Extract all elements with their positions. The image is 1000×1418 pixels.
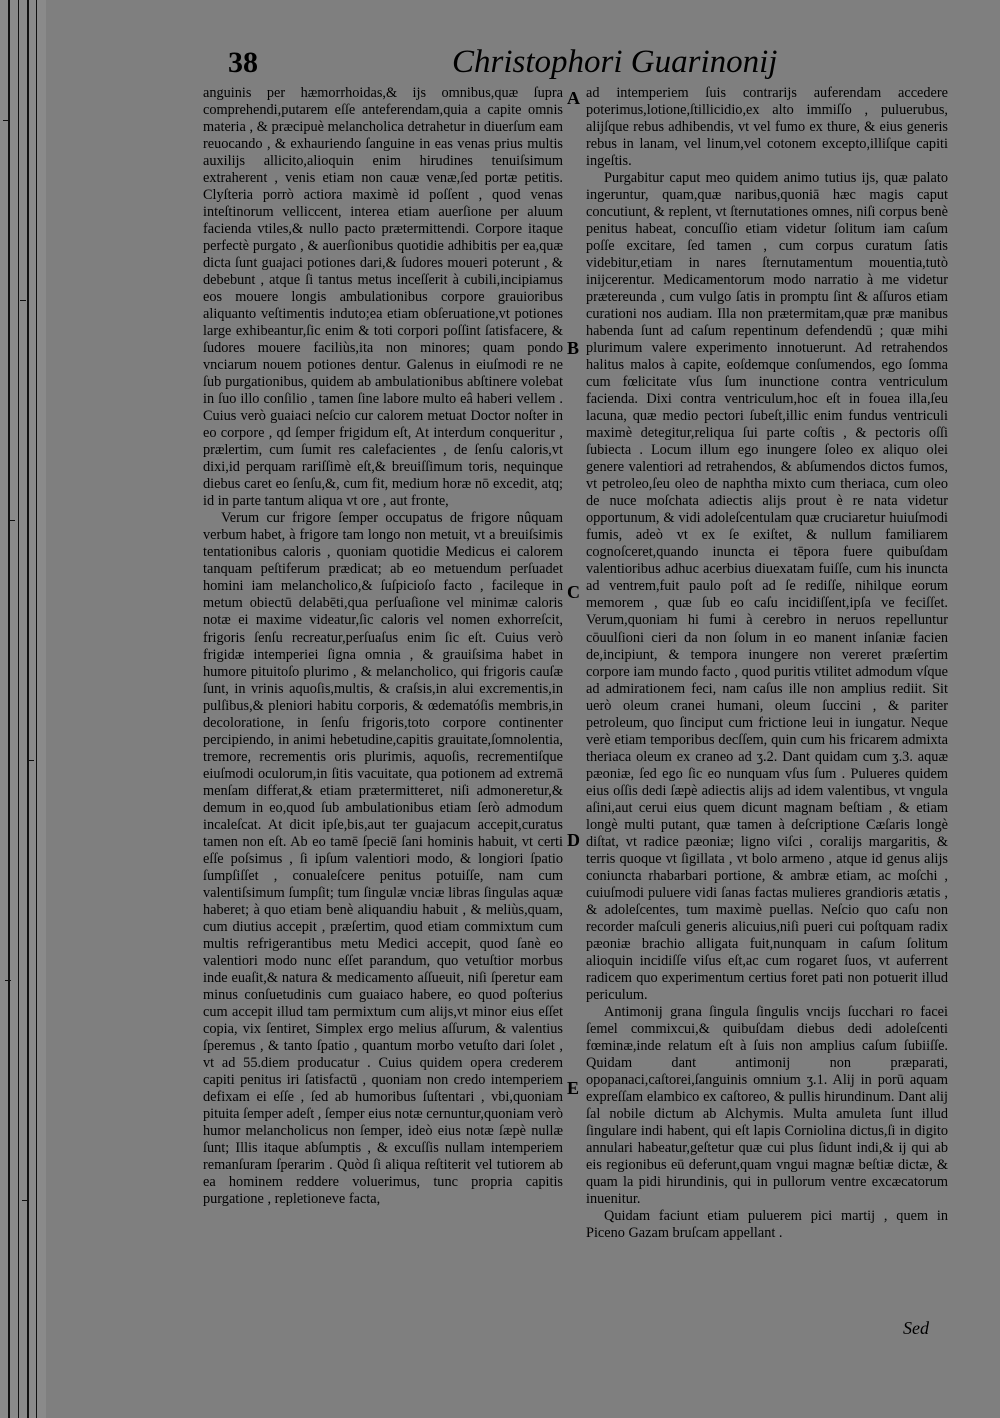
left-column: [203, 85, 563, 1325]
paragraph: Purgabitur caput meo quidem animo tutius ijs, quæ palato ingeruntur, quam,quæ naribus,quoniā hæc magis caput concutiunt, & replent, vt ſternutationes omnes, niſi corpus benè penitus habeat, concuſſio etiam videtur ſolitum iam caſum poſſe excitare, ſed tamen , cum corpus curatum ſatis videbitur,etiam in nares ſternutamentum mouentia,tutò inijcerentur. Medicamentorum modo narratio à me videtur prætereunda , cum vulgo ſatis in promptu ſint & aſſuros etiam curationi nos audiam. Illa non prætermitam,quæ præ manibus habenda ſunt ad caſum repentinum defendendū ; quæ mihi plurimum valere experimento innotuerunt. Ad retrahendos halitus malos à capite, eoſdemque conſumendos, ego ſomma cum fœlicitate vſus ſum inunctione contra ventriculum facienda. Dixi contra ventriculum,hoc eſt in fouea illa,ſeu lacuna, quæ medio pectori ſubeſt,illic enim fundus ventriculi maximè detegitur,reliqua ſui parte coſtis , & pectoris oſſi ſubiecta . Locum illum ego inungere ſoleo ex aliquo olei genere valentiori ad retrahendos, & abſumendos dictos fumos, vt petroleo,ſeu oleo de naphtha mixto cum theriaca, cum oleo de nuce moſchata adiectis alijs prout è re nata videtur opportunum, & vidi adoleſcentulam quæ cruciaretur huiuſmodi fumis, adeò vt ex ſe exiſtet, & nullum familiarem cognoſceret,quando inuncta ei tēpora fuere quibuſdam valentioribus adhuc acerbius diuexatam fuiſſe, cum his inuncta ad ventrem,fuit paulo poſt ad ſe rediſſe, nihilque eorum memorem , quæ ſub eo caſu incidiſſent,ipſa ve feciſſet. Verum,quoniam hi fumi à cerebro in neruos repelluntur cōuulſioni cieri da non ſolum in eo manent inſaniæ facien de,incipiunt, & tempora inungere non vereret præſertim corpore iam mundo facto , quod puritis vtilitet admodum vſque ad admirationem feci, nam caſus ille non amplius rediit. Sit uerò oleum cranei humani, oleum ſuccini , & pariter petroleum, quo ſinciput cum frictione leui in iungatur. Neque verè etiam temporibus decſſem, quin cum his fricarem admixta theriaca oleum ex craneo ad ʒ.2. Dant quidam cum ʒ.3. aquæ pæoniæ, ſed ego ſic eo nunquam vſus ſum . Pulueres quidem eius oſſis dedi ſæpè adiectis alijs ad idem valentibus, vt vngula aſini,aut cerui eius quem dicunt magnam beſtiam , & etiam longè multi putant, quæ tamen à deſcriptione Cæſaris longè diſtat, vt radice pæoniæ; ligno viſci , coralijs margaritis, & terris quoque vt ſigillata , vt bolo armeno , atque id genus alijs coniuncta rhabarbari portione, & ambræ etiam, ac moſchi , cuiuſmodi puluere vidi ſanas factas mulieres grandioris ætatis , & adoleſcentes, tum maximè puellas. Neſcio quo caſu non recorder maſculi generis alicuius,niſi pueri cui poſtquam radix pæoniæ brachio alligata fuit,nunquam in caſum ſolitum alioquin incidiſſe viſus eſt,ac cum rogaret ſuos, vt auferrent radicem quo experimentum certius foret pati non potuerit illud periculum.: [586, 170, 948, 1003]
paragraph: Verum cur frigore ſemper occupatus de frigore nûquam verbum habet, à frigore tam longo non metuit, vt a breuiſsimis tentationibus caloris , quoniam quotidie Medicus ei calorem tanquam peſtiferum prædicat; ab eo metuendum perſuadet homini iam melancholico,& ſuſpicioſo facto , facileque in metum obiectū delabēti,qua perſuaſione vel minimæ caloris notæ ei maxime videatur,ſic caloris vel nomen exhorreſcit, frigoris ſenſu recreatur,perſuaſus enim ſic eſt. Cuius verò frigidæ intemperiei ſigna omnia , & grauiſsima habet in humore pituitoſo plurimo , & melancholico, qui frigoris cauſæ ſunt, in vrinis aquoſis,multis, & craſsis,in alui excrementis,in pulſibus,& pleniori habitu corporis, & œdematóſis membris,in decoloratione, in ſenſu frigoris,toto corpore continenter percipiendo, in animi hebetudine,capitis grauitate,ſomnolentia, tremore, recrementis oris plurimis, aquoſis, recrementiſque eiuſmodi oculorum,in ſitis vacuitate, qua potionem ad extremā menſam differat,& etiam prætermitteret, niſi admoneretur,& demum in eo,quod ſub ambulationibus etiam ſerò admodum incaleſcat. At dicit ipſe,bis,aut ter guajacum accepit,curatus tamen non eſt. Ab eo tamē ſpeciē ſani hominis habuit, vt certi eſſe poſsimus , ſi ipſum valentiori modo, & longiori ſpatio ſumpſiſſet , conualeſcere penitus potuiſſe, nam cum valentiſsimum ſumpſit; tum ſingulæ vnciæ libras ſingulas aquæ haberet; à quo etiam benè aliquandiu habuit , & meliùs,quam, cum diutius accepit , præſertim, quod etiam commixtum cum multis refrigerantibus metu Medici accepit, quod ſanè eo valentiori modo nunc eſſet parandum, quo vetuſtior morbus inde euaſit,& natura & medicamento aſſueuit, niſi ſperetur eam minus conſuetudinis cum guaiaco habere, eo quod poſterius cum accepit illud tam permixtum cum alijs,vt minor eius eſſet copia, vix ſentiret, Simplex ergo melius aſſurum, & valentius ſperemus , & tanto ſpatio , quantum morbo vetuſto dari ſolet , vt ad 55.diem producatur . Cuius quidem opera crederem capiti penitus iri ſatisfactū , quoniam non credo intemperiem defixam ei eſſe , ſed ab humoribus ſuſtentari , vbi,quoniam pituita ſemper adeſt , ſemper eius notæ cernuntur,quoniam verò humor melancholicus non ſemper, ideò eius notæ ſæpè nullæ ſunt; Illis itaque abſumptis , & excuſſis nullam intemperiem remanſuram ſperarim . Quòd ſi aliqua reſtiterit vel tutiorem ab ea hominem reddere voluerimus, tunc propria capitis purgatione , repletioneve facta,: [203, 510, 563, 1208]
binding-gutter: [0, 0, 46, 1418]
paragraph: anguinis per hæmorrhoidas,& ijs omnibus,quæ ſupra comprehendi,putarem eſſe anteferendam,quia a capite omnis materia , & præcipuè melancholica detrahetur in diuerſum eam reuocando , & exhauriendo ſanguine in eas venas prius multis auxilijs allicito,alioquin enim hirudines tenuiſsimum extraherent , venis etiam non cauæ venæ,ſed portæ petitis. Clyſteria porrò actiora maximè id poſſent , quod venas inteſtinorum velliccent, interea etiam auerſione per aluum facienda vtiles,& nullo pacto prætermittendi. Corpore itaque perfectè purgato , & auerſionibus quotidie adhibitis per ea,quæ dicta ſunt guajaci potiones dari,& ſudores moueri poterunt , & debebunt , atque ſi tantus metus inceſſerit à cubili,incipiamus eos mouere longis ambulationibus corpore grauioribus aliquanto veſtimentis induto;ea etiam obſeruatione,vt potiones large exhibeantur,ſic enim & toti corpori poſſint ſatisfacere, & ſudores mouere faciliùs,ita non minores; quam pondo vnciarum nouem potiones dentur. Galenus in eiuſmodi re ne ſub purgationibus, quidem ab ambulationibus abſtinere volebat in ſuo illo conſilio , tamen ſine labore multo eâ haberi vellem . Cuius verò guaiaci neſcio cur calorem metuat Doctor noſter in eo corpore , qd ſemper frigidum eſt, At interdum conqueritur , prælertim, cum ſumit res calefacientes , de ſenſu caloris,vt dixi,id perquam rariſſimè eſt,& breuiſſimum toris, nequinque diebus caret eo ſenſu,&, cum fit, medium horæ nō excedit, atq; id in parte tantum aliqua vt ore , aut fronte,: [203, 85, 563, 510]
running-head: Christophori Guarinonij: [452, 44, 778, 80]
paragraph: Antimonij grana ſingula ſingulis vncijs ſucchari ro facei ſemel commixcui,& quibuſdam diebus dedi adoleſcenti fœminæ,inde relatum eſt à ſuis non amplius caſum ſubiiſſe. Quidam dant antimonij non præparati, opopanaci,caſtorei,ſanguinis omnium ʒ.1. Alij in porū aquam expreſſam elambico ex caſtoreo, & pullis hirundinum. Dant alij ſal nobile dictum ab Alchymis. Multa amuleta ſunt illud ſingulare indi habent, qui eſt lapis Corniolina dictus,ſi in digito annulari habeatur,geſtetur quæ cui plus ſidunt indi,& ij qui ab eis regionibus eū deferunt,quam vngui magnæ beſtiæ dictæ, & quam la pidi hirundinis, qui in pullorum ventre excæcatorum inuenitur.: [586, 1003, 948, 1208]
margin-marker-e: E: [567, 1078, 580, 1098]
margin-marker-a: A: [567, 88, 580, 108]
margin-marker-d: D: [567, 830, 580, 850]
paragraph: Quidam faciunt etiam puluerem pici martij , quem in Piceno Gazam bruſcam appellant .: [586, 1208, 948, 1242]
page-number: 38: [228, 46, 258, 79]
margin-marker-b: B: [567, 338, 580, 358]
right-column: [586, 85, 948, 1325]
catchword: Sed: [903, 1318, 929, 1338]
margin-marker-c: C: [567, 582, 580, 602]
paragraph: ad intemperiem ſuis contrarijs auferendam accedere poterimus,lotione,ſtillicidio,ex alto immiſſo , puluerubus, alijſque rebus adhibendis, vt vel fumo ex thure, & eius generis rebus in lanam, vel linum,vel cotonem excepto,illiſque capiti ingeſtis.: [586, 85, 948, 170]
